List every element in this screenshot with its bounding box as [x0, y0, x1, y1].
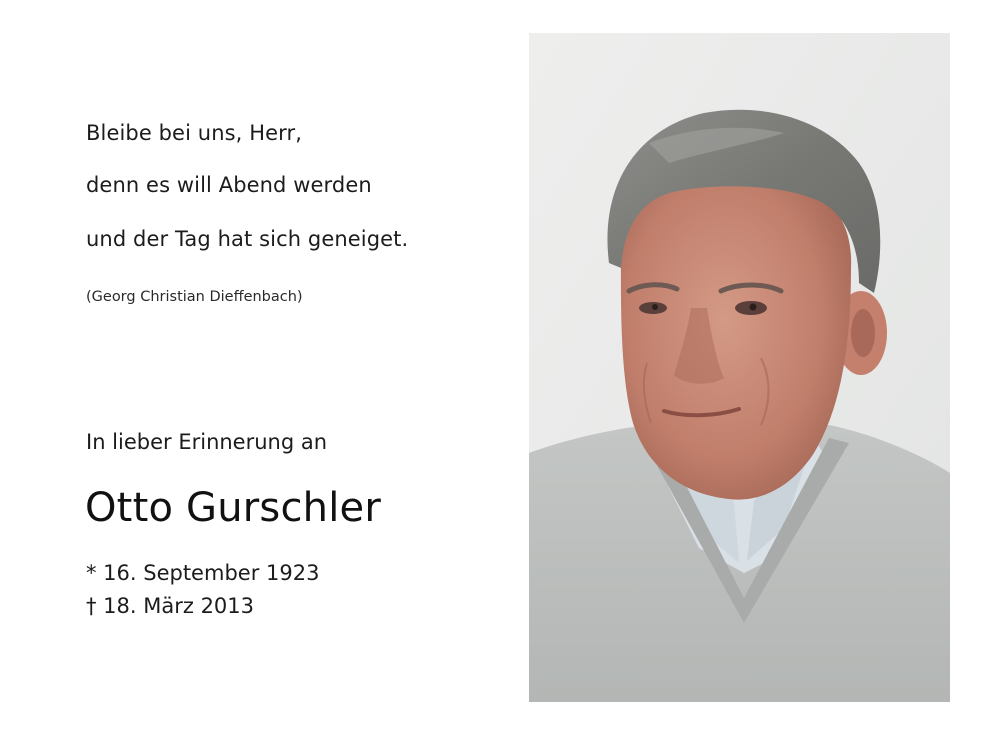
death-date: † 18. März 2013	[86, 594, 255, 618]
verse-line-3: und der Tag hat sich geneiget.	[86, 227, 409, 251]
birth-date: * 16. September 1923	[86, 561, 320, 585]
verse-attribution: (Georg Christian Dieffenbach)	[86, 289, 303, 305]
portrait-photo	[529, 33, 950, 702]
deceased-name: Otto Gurschler	[85, 485, 381, 531]
memorial-intro: In lieber Erinnerung an	[86, 430, 328, 454]
verse-line-1: Bleibe bei uns, Herr,	[86, 121, 302, 145]
portrait-illustration	[529, 33, 950, 702]
verse-line-2: denn es will Abend werden	[86, 173, 372, 197]
